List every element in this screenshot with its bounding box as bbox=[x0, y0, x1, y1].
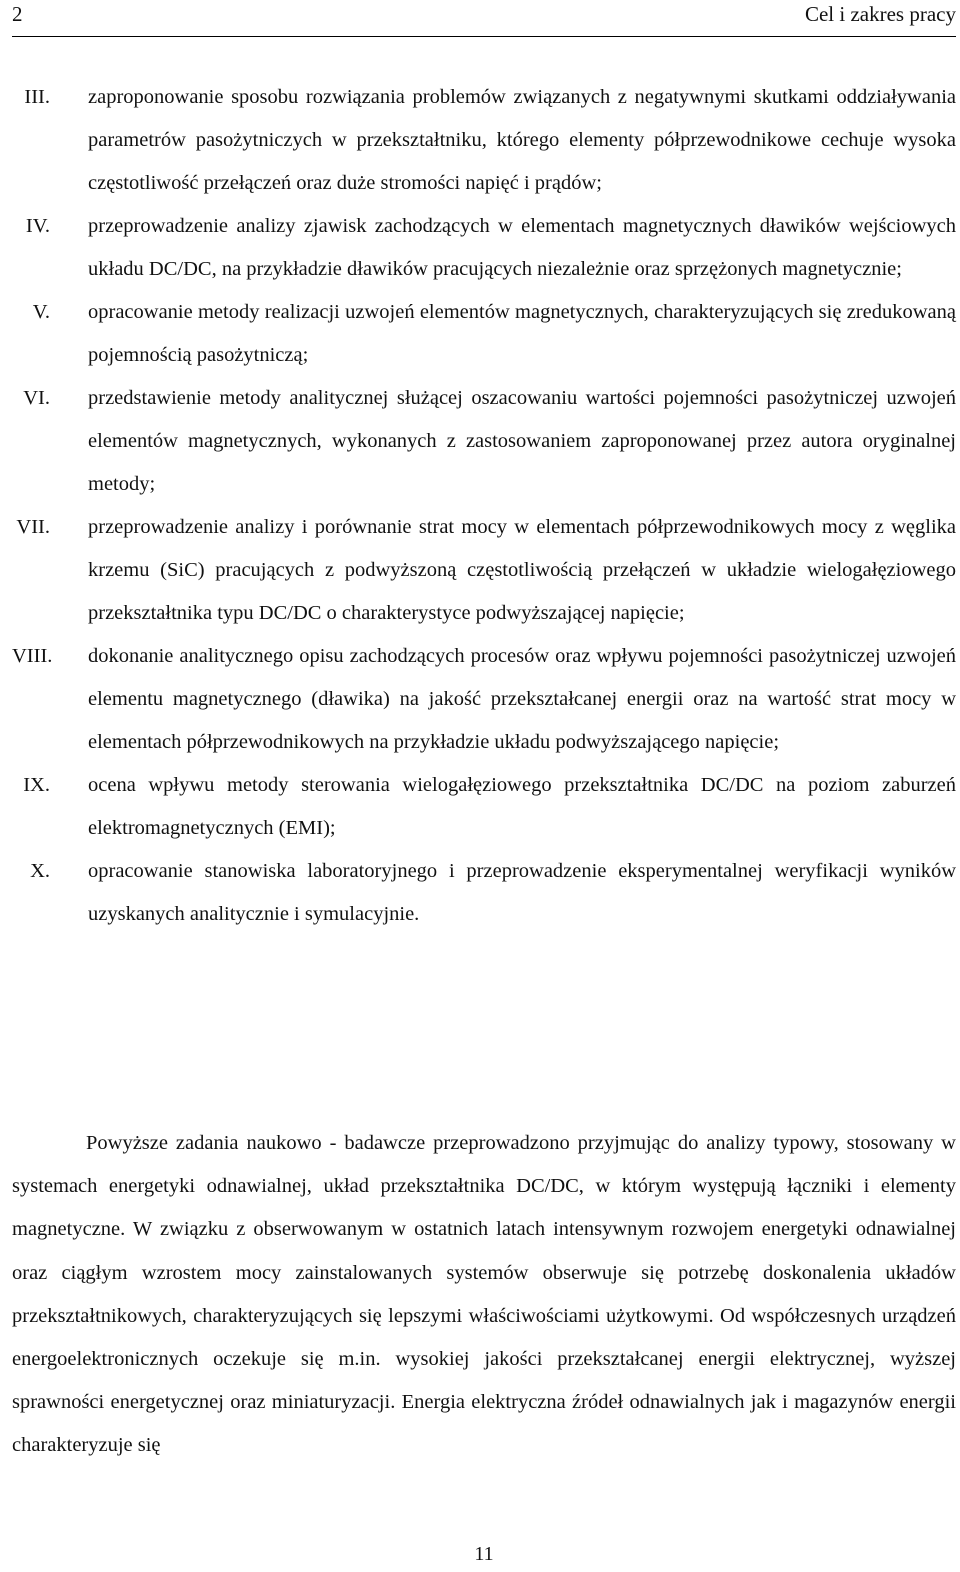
list-item-label: IX. bbox=[23, 774, 50, 796]
list-item-text: dokonanie analitycznego opisu zachodzących procesów oraz wpływu pojemności pasożytniczej uzwojeń elementu magnetycznego (dławika) na jakość przekształcanej energii oraz na wartość strat mocy w elementach półprzewodnikowych na przykładzie układu podwyższającego napięcie; bbox=[88, 645, 956, 753]
header-title: Cel i zakres pracy bbox=[804, 2, 956, 26]
list-item-label: X. bbox=[30, 860, 50, 882]
objectives-list bbox=[12, 76, 956, 936]
list-item-label: VII. bbox=[16, 516, 50, 538]
list-item-text: przedstawienie metody analitycznej służącej oszacowaniu wartości pojemności pasożytniczej uzwojeń elementów magnetycznych, wykonanych z zastosowaniem zaproponowanej przez autora oryginalnej metody; bbox=[88, 387, 956, 495]
list-item-label: V. bbox=[32, 301, 50, 323]
list-item-text: zaproponowanie sposobu rozwiązania problemów związanych z negatywnymi skutkami oddziaływania parametrów pasożytniczych w przekształtniku, którego elementy półprzewodnikowe cechuje wysoka częstotliwość przełączeń oraz duże stromości napięć i prądów; bbox=[88, 86, 956, 194]
list-item-label: III. bbox=[24, 86, 50, 108]
list-item bbox=[12, 506, 956, 635]
list-item-text: opracowanie stanowiska laboratoryjnego i przeprowadzenie eksperymentalnej weryfikacji wyników uzyskanych analitycznie i symulacyjnie. bbox=[88, 860, 956, 925]
list-item bbox=[12, 291, 956, 377]
body-paragraph: Powyższe zadania naukowo - badawcze przeprowadzono przyjmując do analizy typowy, stosowany w systemach energetyki odnawialnej, układ przekształtnika DC/DC, w którym występują łączniki i elementy magnetyczne. W związku z obserwowanym w ostatnich latach intensywnym rozwojem energetyki odnawialnej oraz ciągłym wzrostem mocy zainstalowanych systemów obserwuje się potrzebę doskonalenia układów przekształtnikowych, charakteryzujących się lepszymi właściwościami użytkowymi. Od współczesnych urządzeń energoelektronicznych oczekuje się m.in. wysokiej jakości przekształcanej energii elektrycznej, wyższej sprawności energetycznej oraz miniaturyzacji. Energia elektryczna źródeł odnawialnych jak i magazynów energii charakteryzuje się bbox=[12, 1132, 956, 1457]
list-item-label: VIII. bbox=[12, 645, 53, 667]
list-item-text: ocena wpływu metody sterowania wielogałęziowego przekształtnika DC/DC na poziom zaburzeń elektromagnetycznych (EMI); bbox=[88, 774, 956, 839]
list-item-text: przeprowadzenie analizy zjawisk zachodzących w elementach magnetycznych dławików wejściowych układu DC/DC, na przykładzie dławików pracujących niezależnie oraz sprzężonych magnetycznie; bbox=[88, 215, 956, 280]
list-item bbox=[12, 764, 956, 850]
list-item bbox=[12, 635, 956, 764]
list-item-text: opracowanie metody realizacji uzwojeń elementów magnetycznych, charakteryzujących się zredukowaną pojemnością pasożytniczą; bbox=[88, 301, 956, 366]
list-item bbox=[12, 205, 956, 291]
list-item-label: IV. bbox=[25, 215, 50, 237]
page-header bbox=[12, 0, 956, 37]
list-item bbox=[12, 377, 956, 506]
list-item-text: przeprowadzenie analizy i porównanie strat mocy w elementach półprzewodnikowych mocy z węglika krzemu (SiC) pracujących z podwyższoną częstotliwością przełączeń w układzie wielogałęziowego przekształtnika typu DC/DC o charakterystyce podwyższającej napięcie; bbox=[88, 516, 956, 624]
header-page-number: 2 bbox=[12, 2, 23, 26]
footer-page-number: 11 bbox=[474, 1543, 494, 1565]
list-item-label: VI. bbox=[23, 387, 50, 409]
list-item bbox=[12, 850, 956, 936]
list-item bbox=[12, 76, 956, 205]
